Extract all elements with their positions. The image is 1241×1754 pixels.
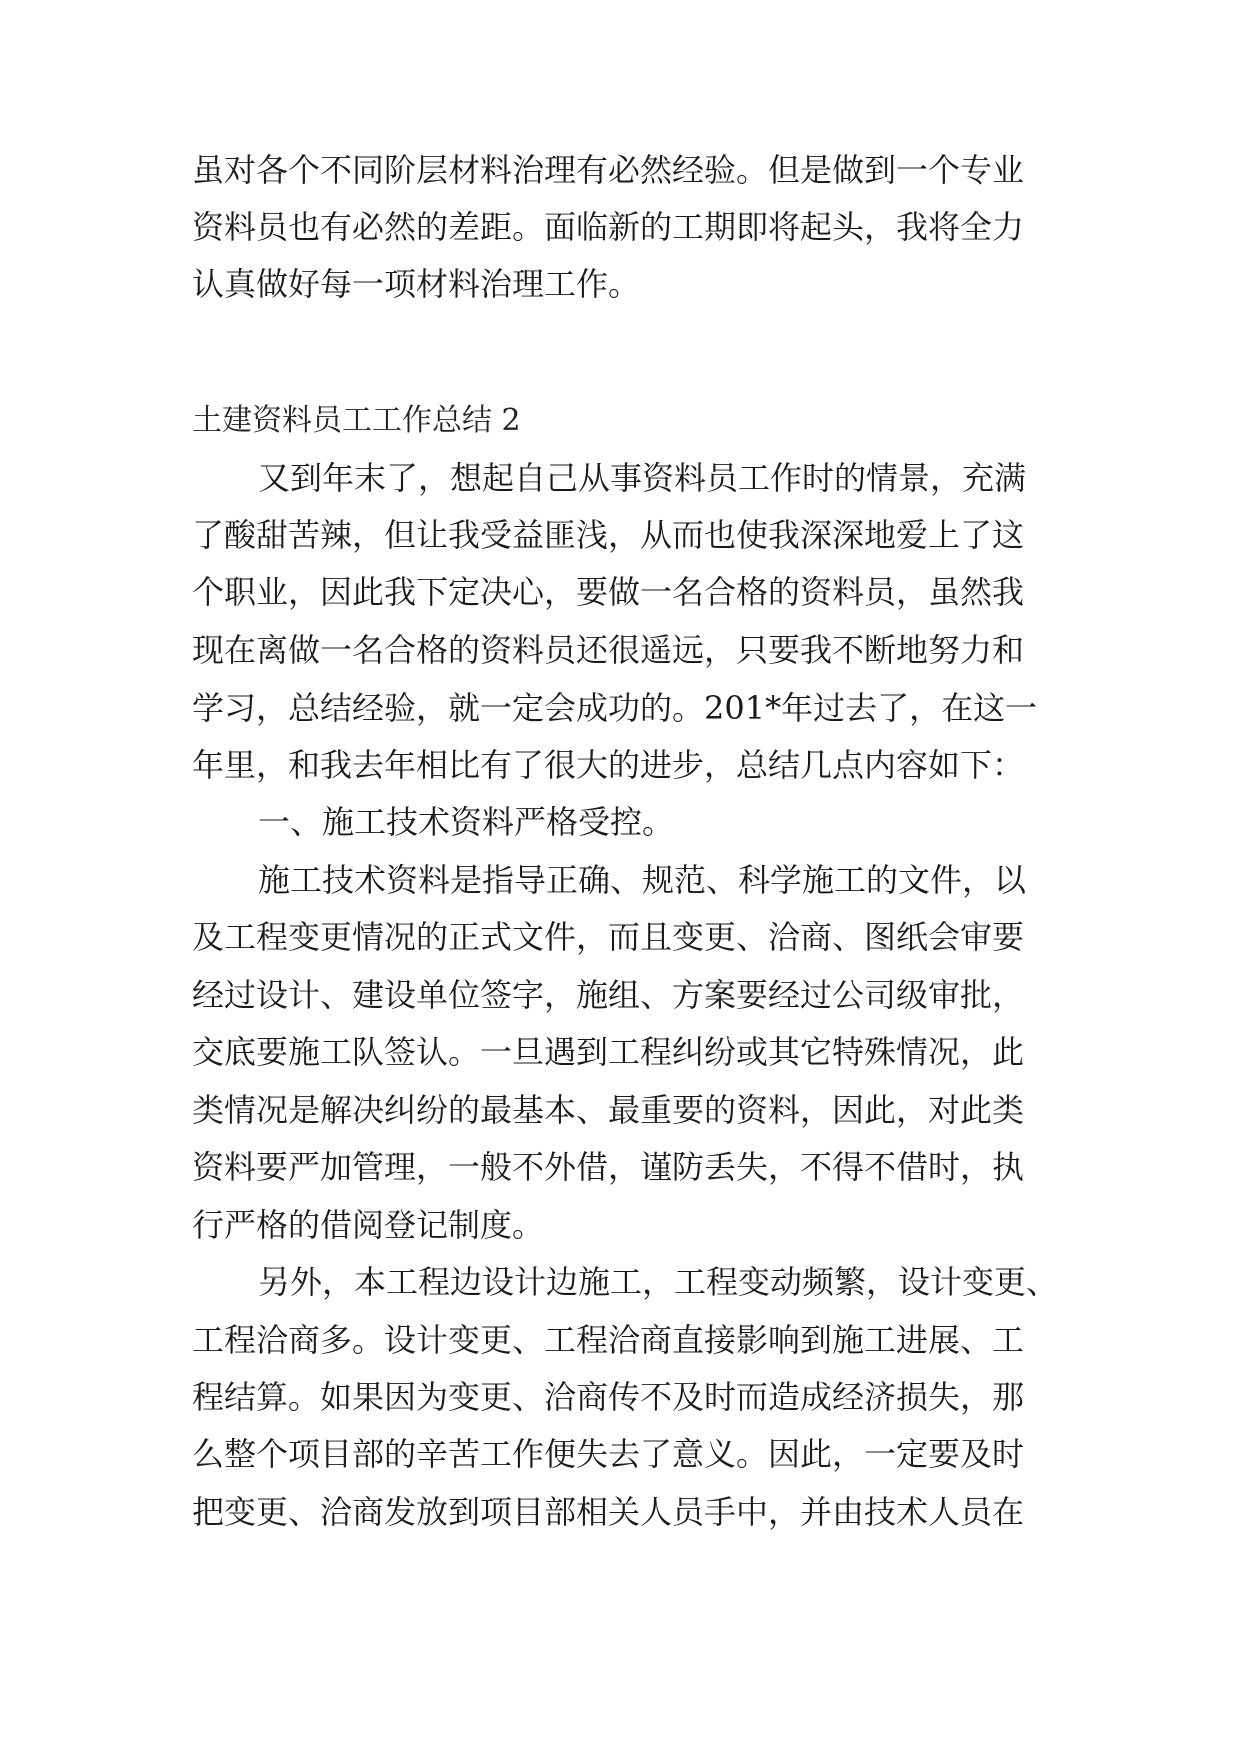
text-line: 及工程变更情况的正式文件，而且变更、洽商、图纸会审要	[192, 918, 1025, 956]
text-line: 了酸甜苦辣，但让我受益匪浅，从而也使我深深地爱上了这	[192, 516, 1025, 554]
text-line: 年里，和我去年相比有了很大的进步，总结几点内容如下：	[192, 746, 1025, 784]
text-line: 学习，总结经验，就一定会成功的。201*年过去了，在这一	[192, 689, 1038, 727]
text-line: 施工技术资料是指导正确、规范、科学施工的文件，以	[258, 861, 1027, 899]
text-line: 虽对各个不同阶层材料治理有必然经验。但是做到一个专业	[192, 151, 1025, 189]
section-heading: 一、施工技术资料严格受控。	[258, 803, 675, 841]
text-line: 程结算。如果因为变更、洽商传不及时而造成经济损失，那	[192, 1378, 1025, 1416]
text-line: 么整个项目部的辛苦工作便失去了意义。因此，一定要及时	[192, 1435, 1025, 1473]
text-line: 工程洽商多。设计变更、工程洽商直接影响到施工进展、工	[192, 1321, 1025, 1359]
text-line: 行严格的借阅登记制度。	[192, 1206, 545, 1244]
text-line: 现在离做一名合格的资料员还很遥远，只要我不断地努力和	[192, 631, 1025, 669]
text-line: 经过设计、建设单位签字，施组、方案要经过公司级审批，	[192, 976, 1025, 1014]
text-line: 交底要施工队签认。一旦遇到工程纠纷或其它特殊情况，此	[192, 1033, 1025, 1071]
text-line: 类情况是解决纠纷的最基本、最重要的资料，因此，对此类	[192, 1091, 1025, 1129]
text-line: 认真做好每一项材料治理工作。	[192, 265, 641, 303]
text-line: 资料要严加管理，一般不外借，谨防丢失，不得不借时，执	[192, 1148, 1025, 1186]
text-line: 把变更、洽商发放到项目部相关人员手中，并由技术人员在	[192, 1493, 1025, 1531]
text-line: 个职业，因此我下定决心，要做一名合格的资料员，虽然我	[192, 573, 1025, 611]
section-title: 土建资料员工工作总结 2	[192, 403, 521, 438]
text-line: 另外，本工程边设计边施工，工程变动频繁，设计变更、	[258, 1263, 1059, 1301]
text-line: 又到年末了，想起自己从事资料员工作时的情景，充满	[258, 459, 1027, 497]
text-line: 资料员也有必然的差距。面临新的工期即将起头，我将全力	[192, 208, 1025, 246]
